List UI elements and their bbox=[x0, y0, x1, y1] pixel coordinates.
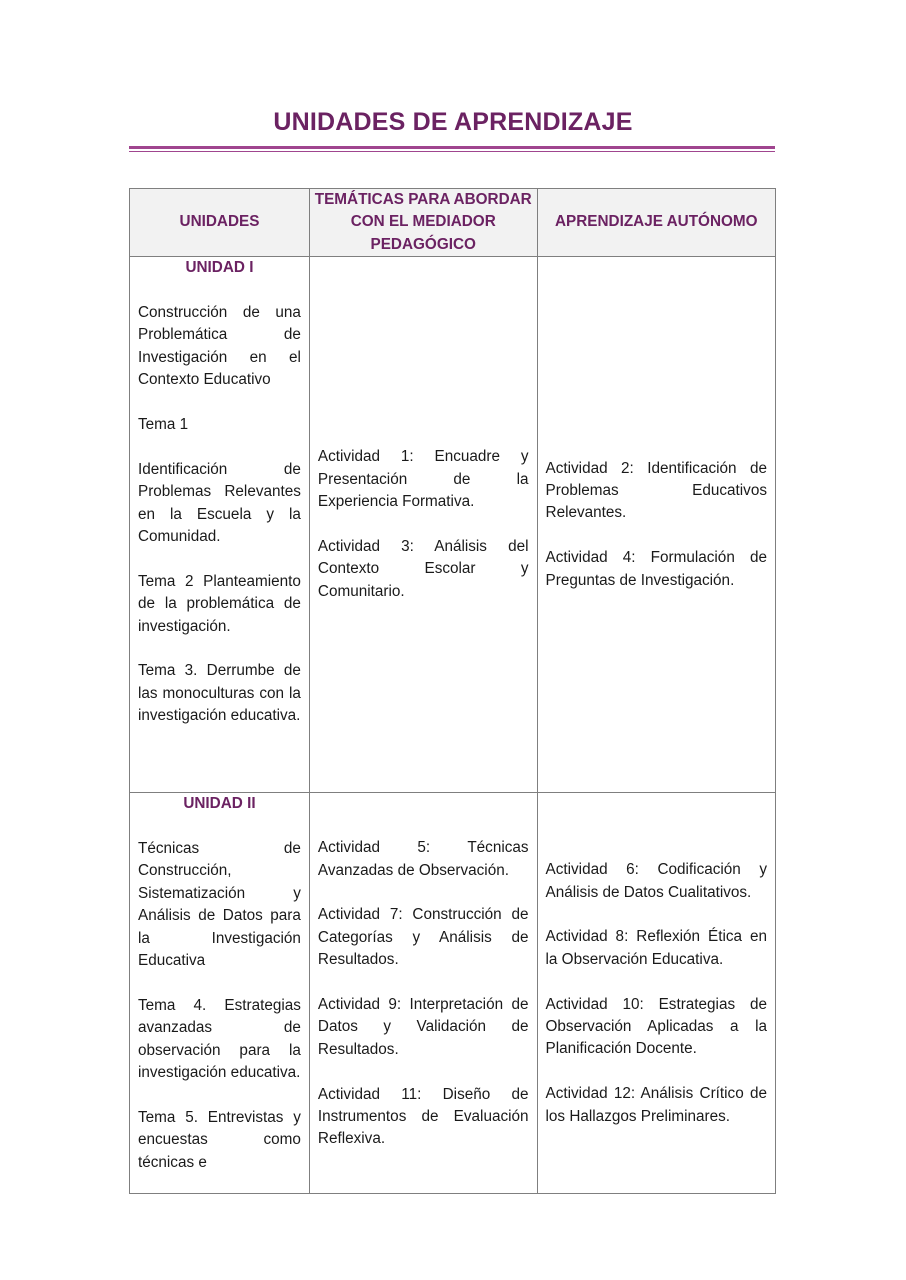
activity-item: Actividad 2: Identificación de Problemas Educativos Relevantes. bbox=[545, 459, 767, 522]
activity-item: Actividad 6: Codificación y Análisis de Datos Cualitativos. bbox=[545, 861, 767, 901]
topic-text: Tema 4. Estrategias avanzadas de observación para la investigación educativa. bbox=[138, 996, 301, 1082]
topic-label: Tema 1 bbox=[138, 416, 189, 434]
table-row bbox=[130, 793, 776, 1194]
table-row bbox=[130, 257, 776, 793]
autonomo-cell bbox=[537, 793, 775, 1194]
unit-description: Construcción de una Problemática de Investigación en el Contexto Educativo bbox=[138, 304, 301, 389]
activity-item: Actividad 10: Estrategias de Observación Aplicadas a la Planificación Docente. bbox=[545, 995, 767, 1058]
topic-text: Tema 2 Planteamiento de la problemática de investigación. bbox=[138, 572, 301, 635]
activity-item: Actividad 8: Reflexión Ética en la Observación Educativa. bbox=[545, 928, 767, 968]
tematicas-cell bbox=[309, 257, 537, 793]
table-header-row bbox=[130, 189, 776, 257]
header-tematicas: TEMÁTICAS PARA ABORDAR CON EL MEDIADOR PEDAGÓGICO bbox=[309, 189, 537, 257]
unit-cell bbox=[130, 793, 310, 1194]
activity-item: Actividad 3: Análisis del Contexto Escolar y Comunitario. bbox=[317, 537, 529, 600]
activity-item: Actividad 12: Análisis Crítico de los Hallazgos Preliminares. bbox=[545, 1085, 767, 1125]
learning-units-table bbox=[129, 188, 776, 1194]
activity-item: Actividad 1: Encuadre y Presentación de la Experiencia Formativa. bbox=[317, 448, 529, 511]
header-unidades: UNIDADES bbox=[130, 189, 310, 257]
tematicas-cell bbox=[309, 793, 537, 1194]
header-autonomo: APRENDIZAJE AUTÓNOMO bbox=[537, 189, 775, 257]
topic-text: Tema 5. Entrevistas y encuestas como técnicas e bbox=[138, 1108, 301, 1171]
activity-item: Actividad 4: Formulación de Preguntas de Investigación. bbox=[545, 549, 767, 589]
page-title: UNIDADES DE APRENDIZAJE bbox=[273, 108, 633, 136]
unit-description: Técnicas de Construcción, Sistematización y Análisis de Datos para la Investigación Educativa bbox=[138, 840, 301, 970]
activity-item: Actividad 5: Técnicas Avanzadas de Observación. bbox=[317, 839, 529, 879]
title-underline bbox=[129, 146, 775, 149]
unit-title: UNIDAD II bbox=[183, 795, 256, 813]
activity-item: Actividad 11: Diseño de Instrumentos de Evaluación Reflexiva. bbox=[317, 1085, 529, 1148]
unit-title: UNIDAD I bbox=[185, 259, 254, 277]
topic-text: Tema 3. Derrumbe de las monoculturas con la investigación educativa. bbox=[138, 662, 301, 725]
autonomo-cell bbox=[537, 257, 775, 793]
activity-item: Actividad 7: Construcción de Categorías y Análisis de Resultados. bbox=[317, 906, 529, 969]
title-underline-thin bbox=[129, 151, 775, 152]
unit-cell bbox=[130, 257, 310, 793]
activity-item: Actividad 9: Interpretación de Datos y Validación de Resultados. bbox=[317, 996, 529, 1058]
topic-text: Identificación de Problemas Relevantes en la Escuela y la Comunidad. bbox=[138, 460, 301, 546]
